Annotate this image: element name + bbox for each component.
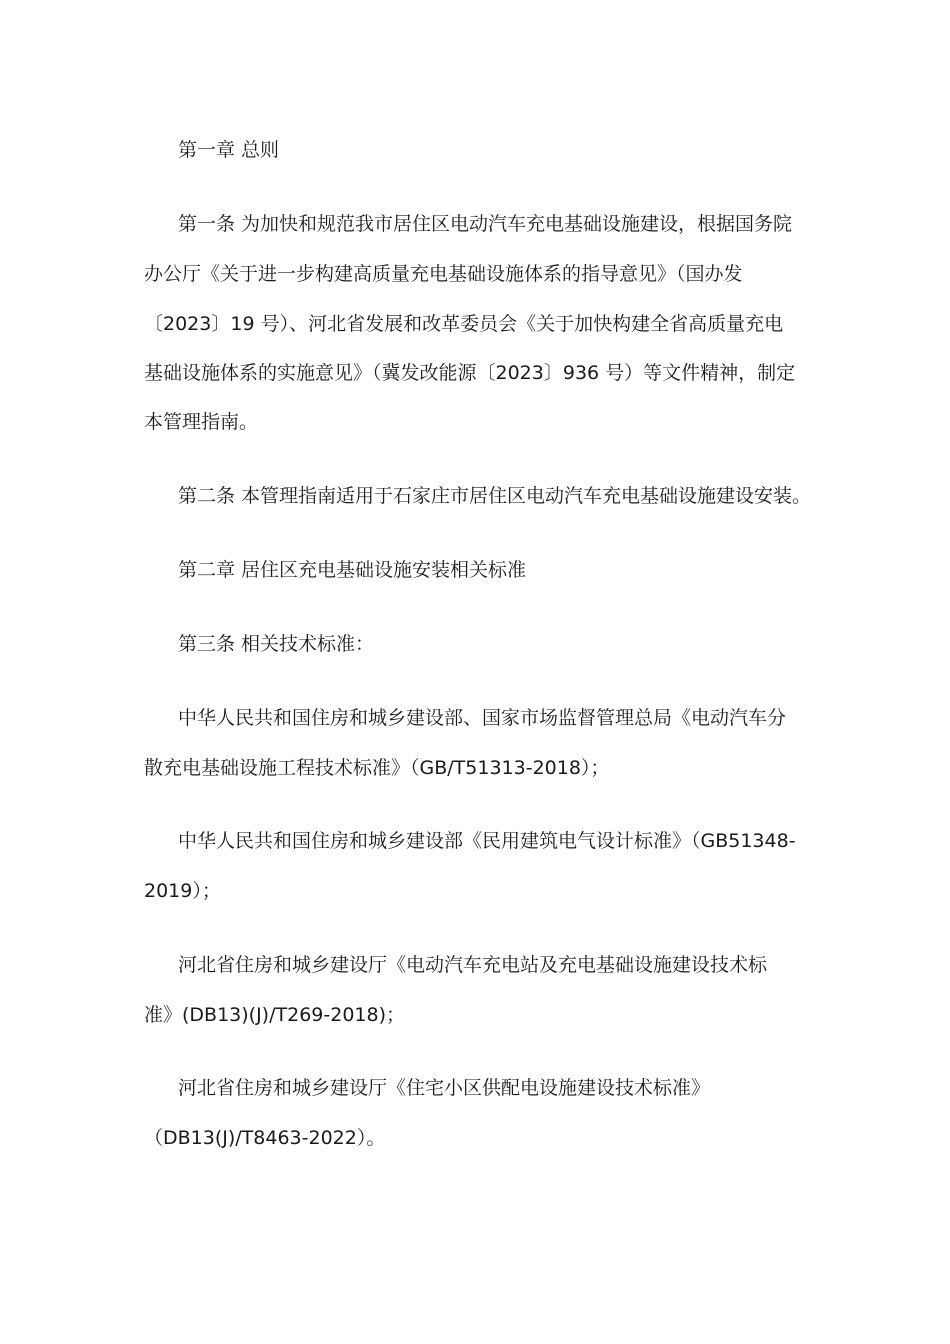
article-1-line: 第一条 为加快和规范我市居住区电动汽车充电基础设施建设，根据国务院: [178, 213, 793, 235]
standard-item-line: 准》(DB13)(J)/T269-2018)；: [144, 1004, 405, 1026]
standard-item-line: 河北省住房和城乡建设厅《住宅小区供配电设施建设技术标准》: [178, 1077, 711, 1099]
article-2: 第二条 本管理指南适用于石家庄市居住区电动汽车充电基础设施建设安装。: [178, 485, 812, 507]
chapter-1-heading: 第一章 总则: [178, 139, 280, 161]
standard-item-line: 河北省住房和城乡建设厅《电动汽车充电站及充电基础设施建设技术标: [178, 954, 768, 976]
article-1-line: 〔2023〕19 号）、河北省发展和改革委员会《关于加快构建全省高质量充电: [144, 313, 784, 335]
article-3: 第三条 相关技术标准：: [178, 633, 375, 655]
standard-item-line: 中华人民共和国住房和城乡建设部、国家市场监督管理总局《电动汽车分: [178, 707, 787, 729]
standard-item-line: 2019）；: [144, 880, 221, 902]
chapter-2-heading: 第二章 居住区充电基础设施安装相关标准: [178, 559, 527, 581]
article-1-line: 本管理指南。: [144, 411, 259, 433]
article-1-line: 基础设施体系的实施意见》（冀发改能源〔2023〕936 号）等文件精神，制定: [144, 362, 796, 384]
standard-item-line: 中华人民共和国住房和城乡建设部《民用建筑电气设计标准》（GB51348-: [178, 830, 796, 852]
standard-item-line: （DB13(J)/T8463-2022）。: [144, 1127, 386, 1149]
article-1-line: 办公厅《关于进一步构建高质量充电基础设施体系的指导意见》（国办发: [144, 263, 743, 285]
standard-item-line: 散充电基础设施工程技术标准》（GB/T51313-2018）；: [144, 757, 610, 779]
